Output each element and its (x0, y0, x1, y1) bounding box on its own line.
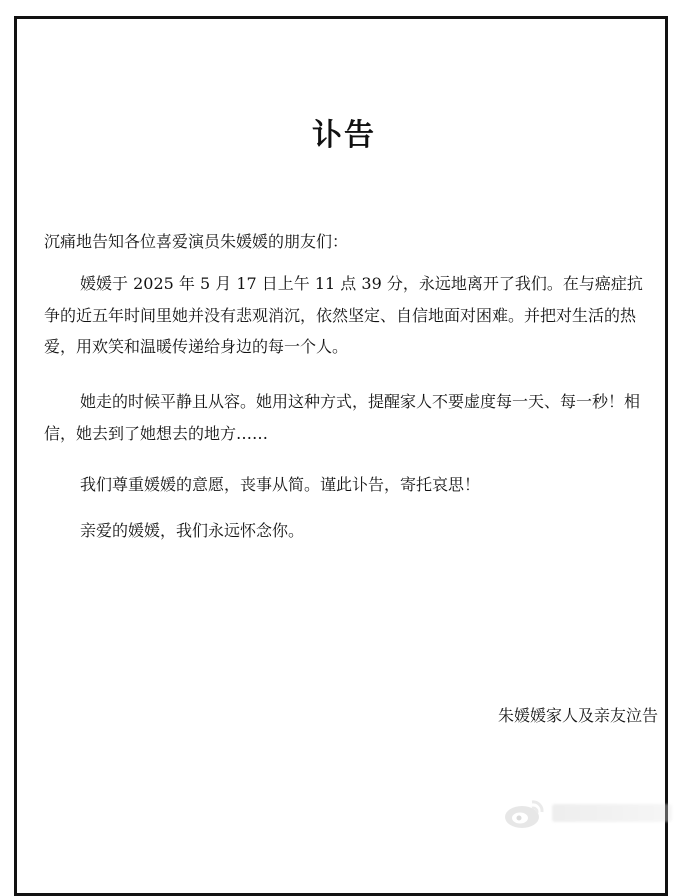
weibo-logo-icon (502, 796, 546, 830)
watermark (502, 796, 672, 830)
signature: 朱媛媛家人及亲友泣告 (497, 706, 658, 725)
paragraph-4: 亲爱的媛媛，我们永远怀念你。 (80, 521, 305, 540)
notice-title: 讣告 (312, 118, 376, 153)
paragraph-2: 她走的时候平静且从容。她用这种方式，提醒家人不要虚度每一天、每一秒！相信，她去到了她想去的地方…… (44, 392, 641, 443)
paragraph-1: 媛媛于 2025 年 5 月 17 日上午 11 点 39 分，永远地离开了我们。在与癌症抗争的近五年时间里她并没有悲观消沉，依然坚定、自信地面对困难。并把对生活的热爱，用欢笑和温暖传递给身边的每一个人。 (44, 274, 643, 356)
watermark-text-blur (552, 804, 672, 822)
paragraph-3: 我们尊重媛媛的意愿，丧事从简。谨此讣告，寄托哀思！ (80, 475, 481, 494)
salutation: 沉痛地告知各位喜爱演员朱媛媛的朋友们： (44, 232, 349, 251)
